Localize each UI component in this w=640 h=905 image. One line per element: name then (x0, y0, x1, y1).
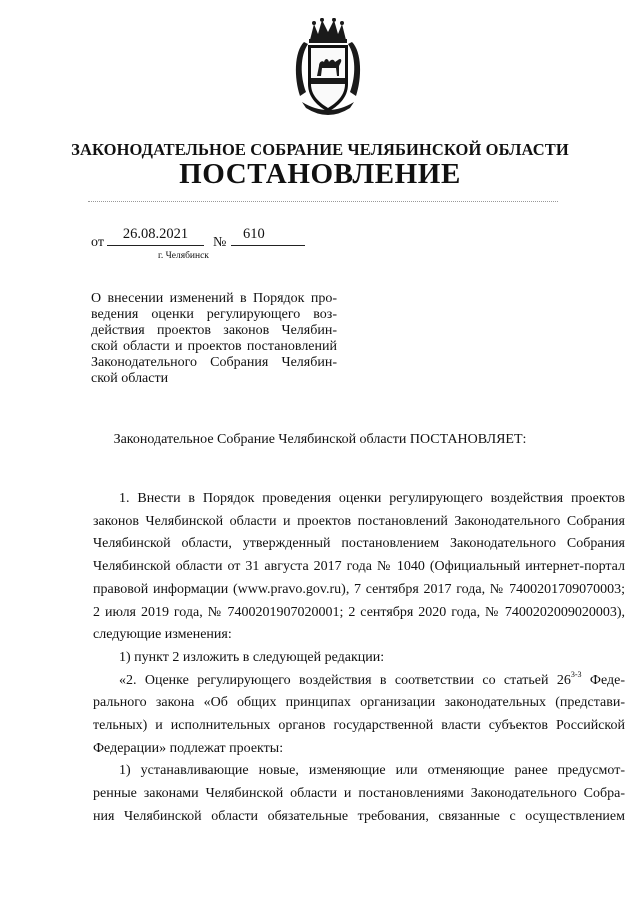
subject-line: О внесении изменений в Порядок про- (91, 291, 337, 306)
subject-line: ской области (91, 371, 169, 386)
subject-line: действия проектов законов Челябин- (91, 323, 337, 338)
body-line: 1) устанавливающие новые, изменяющие или отменяющие ранее предусмот- (119, 763, 625, 779)
body-line: законов Челябинской области и проектов постановлений Законодательного Собрания (93, 513, 625, 529)
document-date: 26.08.2021 (107, 226, 204, 246)
header-divider (88, 201, 558, 202)
body-line: правовой информации (www.pravo.gov.ru), 7 сентября 2017 года, № 7400201709070003; (93, 581, 625, 597)
body-line: 2 июля 2019 года, № 7400201907020001; 2 сентября 2020 года, № 7400202009020003), (93, 604, 625, 620)
body-line: рального закона «Об общих принципах организации законодательных (представи- (93, 695, 625, 711)
document-number: 610 (231, 226, 305, 246)
body-text: Феде- (581, 672, 626, 688)
subject-line: ской области и проектов постановлений (91, 339, 337, 354)
body-line: 1. Внести в Порядок проведения оценки регулирующего воздействия проектов (119, 491, 625, 506)
organization-title: ЗАКОНОДАТЕЛЬНОЕ СОБРАНИЕ ЧЕЛЯБИНСКОЙ ОБЛАСТИ (71, 140, 569, 159)
document-type-title: ПОСТАНОВЛЕНИЕ (179, 158, 461, 190)
body-text: «2. Оценке регулирующего воздействия в соответствии со статьей 26 (119, 672, 571, 688)
body-line: следующие изменения: (93, 627, 232, 643)
body-line (93, 670, 625, 693)
body-line: ренные законами Челябинской области и постановлениями Законодательного Собра- (93, 786, 625, 802)
date-number-line (91, 226, 321, 252)
body-line: Челябинской области, утвержденный постановлением Законодательного Собрания (93, 536, 625, 552)
body-line: ния Челябинской области обязательные требования, связанные с осуществлением (93, 808, 625, 824)
city-label: г. Челябинск (158, 251, 209, 261)
document-subject (91, 291, 337, 387)
body-line: Челябинской области от 31 августа 2017 года № 1040 (Официальный интернет-портал (93, 559, 625, 575)
subject-line: ведения оценки регулирующего воз- (91, 307, 337, 322)
decree-statement: Законодательное Собрание Челябинской области ПОСТАНОВЛЯЕТ: (113, 432, 527, 447)
document-body (93, 488, 625, 829)
chelyabinsk-coat-of-arms-icon (288, 18, 368, 118)
from-label: от (91, 235, 104, 250)
number-label: № (213, 235, 227, 250)
subject-line: Законодательного Собрания Челябин- (91, 355, 337, 370)
body-line: 1) пункт 2 изложить в следующей редакции: (119, 649, 385, 665)
body-line: тельных) и исполнительных органов государственной власти субъектов Российской (93, 718, 625, 734)
body-line: Федерации» подлежат проекты: (93, 740, 284, 756)
article-superscript: 3-3 (570, 669, 582, 679)
